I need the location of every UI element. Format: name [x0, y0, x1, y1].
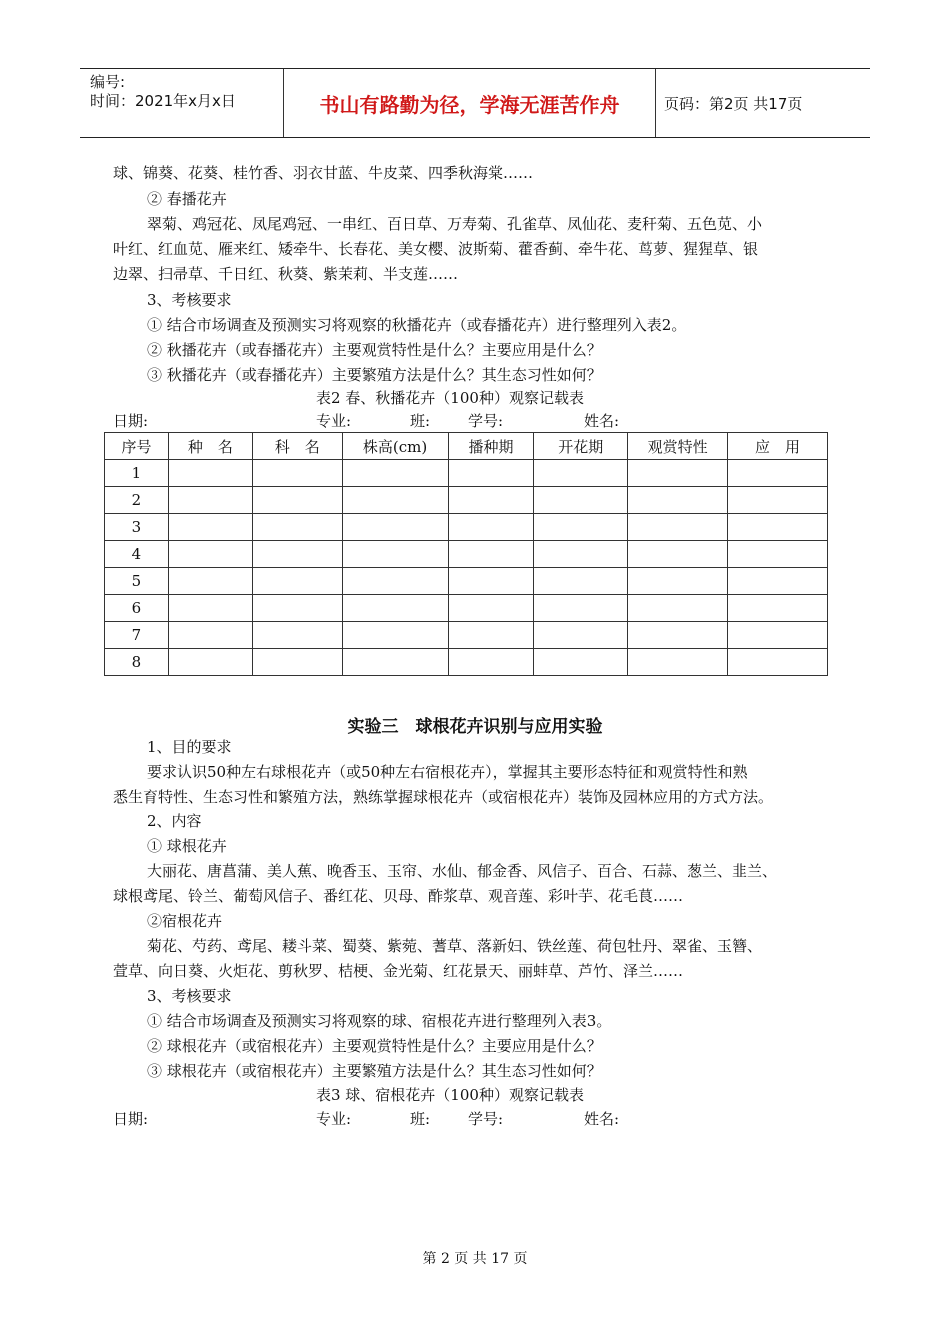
text-line: 萱草、向日葵、火炬花、剪秋罗、桔梗、金光菊、红花景天、丽蚌草、芦竹、泽兰…… [113, 962, 684, 980]
meta-date: 日期: [113, 412, 149, 430]
text-line: 2、内容 [147, 812, 202, 830]
table-row [105, 568, 828, 595]
text-line: ① 结合市场调查及预测实习将观察的秋播花卉（或春播花卉）进行整理列入表2。 [147, 316, 687, 334]
table-row [105, 514, 828, 541]
meta-student-id: 学号: [468, 1110, 504, 1128]
meta-name: 姓名: [584, 1110, 620, 1128]
table3-caption: 表3 球、宿根花卉（100种）观察记载表 [316, 1086, 584, 1104]
row-number: 7 [105, 622, 169, 649]
text-line: 悉生育特性、生态习性和繁殖方法，熟练掌握球根花卉（或宿根花卉）装饰及园林应用的方式方法。 [113, 788, 774, 806]
table-row [105, 622, 828, 649]
page-header [80, 68, 870, 138]
table-row [105, 487, 828, 514]
text-line: 大丽花、唐菖蒲、美人蕉、晚香玉、玉帘、水仙、郁金香、风信子、百合、石蒜、葱兰、韭兰、 [147, 862, 778, 880]
meta-class: 班: [410, 1110, 431, 1128]
column-header: 观赏特性 [628, 433, 728, 460]
meta-major: 专业: [316, 1110, 352, 1128]
text-line: 边翠、扫帚草、千日红、秋葵、紫茉莉、半支莲…… [113, 265, 459, 283]
row-number: 3 [105, 514, 169, 541]
column-header: 应 用 [728, 433, 828, 460]
row-number: 8 [105, 649, 169, 676]
meta-class: 班: [410, 412, 431, 430]
meta-date: 日期: [113, 1110, 149, 1128]
text-line: ② 球根花卉（或宿根花卉）主要观赏特性是什么？主要应用是什么？ [147, 1037, 602, 1055]
text-line: ③ 球根花卉（或宿根花卉）主要繁殖方法是什么？其生态习性如何？ [147, 1062, 602, 1080]
table-row [105, 595, 828, 622]
table-row [105, 649, 828, 676]
column-header: 序号 [105, 433, 169, 460]
text-line: ② 春播花卉 [147, 190, 227, 208]
table-row [105, 460, 828, 487]
table2 [104, 432, 828, 676]
text-line: ① 结合市场调查及预测实习将观察的球、宿根花卉进行整理列入表3。 [147, 1012, 612, 1030]
table-row [105, 541, 828, 568]
column-header: 播种期 [448, 433, 534, 460]
column-header: 种 名 [168, 433, 252, 460]
meta-name: 姓名: [584, 412, 620, 430]
table2-caption: 表2 春、秋播花卉（100种）观察记载表 [316, 389, 584, 407]
text-line: 球、锦葵、花葵、桂竹香、羽衣甘蓝、牛皮菜、四季秋海棠…… [113, 164, 534, 182]
text-line: 球根鸢尾、铃兰、葡萄风信子、番红花、贝母、酢浆草、观音莲、彩叶芋、花毛茛…… [113, 887, 684, 905]
number-label: 编号: [90, 73, 126, 91]
header-page-info: 页码：第2页 共17页 [664, 95, 803, 113]
row-number: 5 [105, 568, 169, 595]
row-number: 2 [105, 487, 169, 514]
meta-major: 专业: [316, 412, 352, 430]
section-title: 实验三 球根花卉识别与应用实验 [347, 717, 603, 737]
text-line: 3、考核要求 [147, 987, 232, 1005]
text-line: ②宿根花卉 [147, 912, 223, 930]
row-number: 6 [105, 595, 169, 622]
text-line: ③ 秋播花卉（或春播花卉）主要繁殖方法是什么？其生态习性如何？ [147, 366, 602, 384]
table-header-row [105, 433, 828, 460]
column-header: 株高(cm) [342, 433, 448, 460]
text-line: 要求认识50种左右球根花卉（或50种左右宿根花卉），掌握其主要形态特征和观赏特性和熟 [147, 763, 748, 781]
header-date: 时间：2021年x月x日 [90, 92, 236, 110]
header-left [90, 73, 236, 111]
column-header: 开花期 [534, 433, 628, 460]
row-number: 4 [105, 541, 169, 568]
column-header: 科 名 [252, 433, 342, 460]
text-line: 3、考核要求 [147, 291, 232, 309]
meta-student-id: 学号: [468, 412, 504, 430]
text-line: 叶红、红血苋、雁来红、矮牵牛、长春花、美女樱、波斯菊、藿香蓟、牵牛花、茑萝、猩猩草、银 [113, 240, 759, 258]
text-line: ① 球根花卉 [147, 837, 227, 855]
text-line: 翠菊、鸡冠花、凤尾鸡冠、一串红、百日草、万寿菊、孔雀草、凤仙花、麦秆菊、五色苋、小 [147, 215, 763, 233]
row-number: 1 [105, 460, 169, 487]
text-line: 1、目的要求 [147, 738, 232, 756]
page-footer: 第 2 页 共 17 页 [422, 1251, 528, 1267]
header-motto: 书山有路勤为径，学海无涯苦作舟 [283, 69, 656, 137]
text-line: ② 秋播花卉（或春播花卉）主要观赏特性是什么？主要应用是什么？ [147, 341, 602, 359]
text-line: 菊花、芍药、鸢尾、耧斗菜、蜀葵、紫菀、蓍草、落新妇、铁丝莲、荷包牡丹、翠雀、玉簪、 [147, 937, 763, 955]
